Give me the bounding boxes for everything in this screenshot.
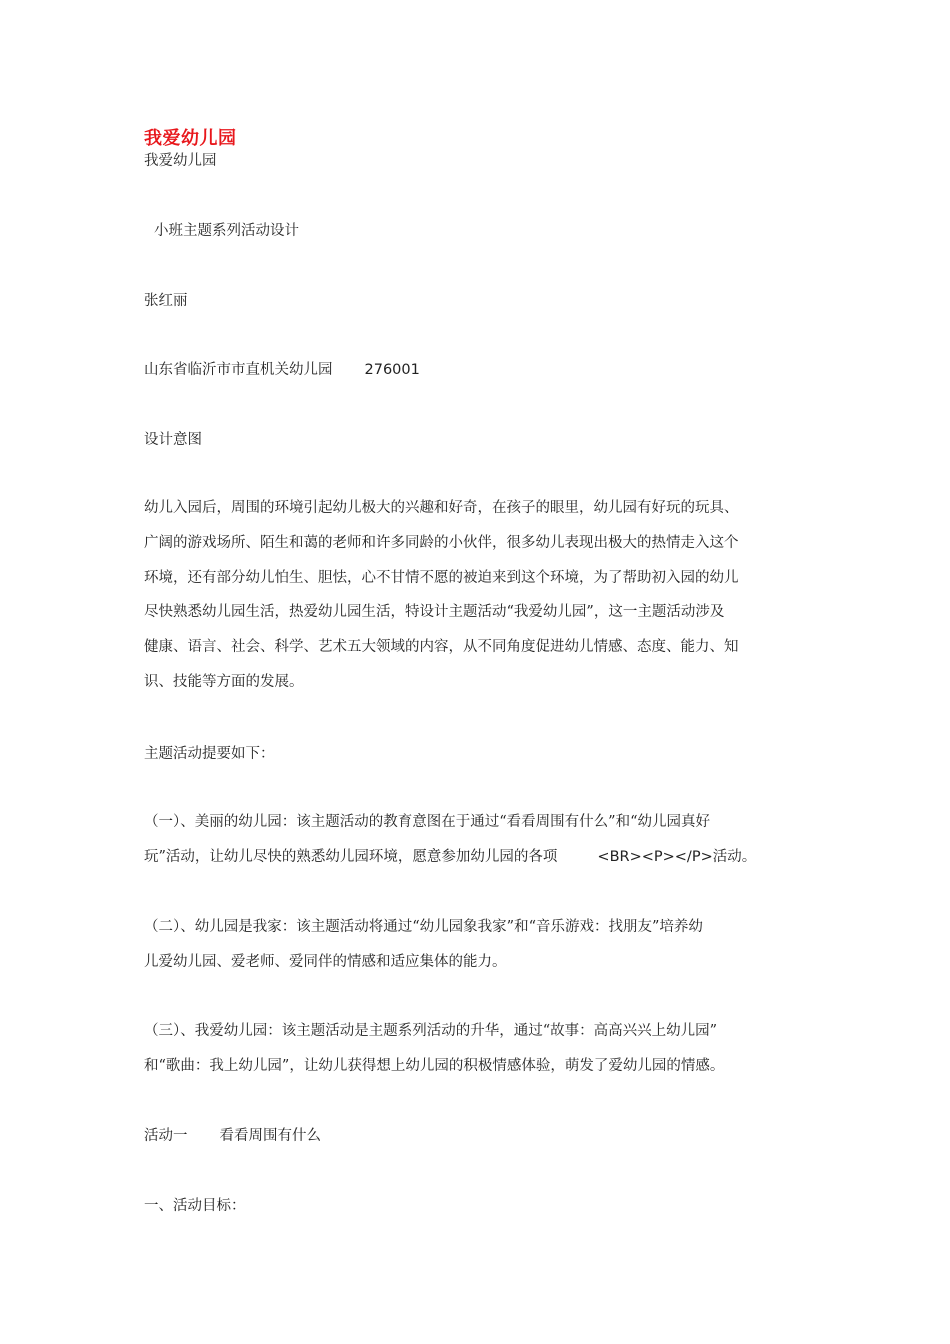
theme-item-line (144, 840, 809, 875)
author: 张红丽 (144, 293, 188, 309)
activity-name: 看看周围有什么 (219, 1128, 321, 1144)
subtitle: 我爱幼儿园 (144, 153, 217, 169)
intro-line: 广阔的游戏场所、陌生和蔼的老师和许多同龄的小伙伴，很多幼儿表现出极大的热情走入这个 (144, 534, 739, 551)
intro-line: 环境，还有部分幼儿怕生、胆怯，心不甘情不愿的被迫来到这个环境，为了帮助初入园的幼儿 (144, 569, 739, 586)
theme-item-line: （三）、我爱幼儿园：该主题活动是主题系列活动的升华，通过“故事：高高兴兴上幼儿园” (144, 1023, 718, 1039)
summary-heading: 主题活动提要如下： (144, 746, 275, 762)
postcode: 276001 (364, 362, 420, 378)
organization-line (144, 360, 420, 380)
goal-heading: 一、活动目标： (144, 1198, 246, 1214)
activity-label: 活动一 (144, 1128, 188, 1144)
section-heading-design: 设计意图 (144, 432, 202, 448)
intro-paragraph (144, 491, 809, 700)
intro-line: 识、技能等方面的发展。 (144, 673, 304, 690)
series-title: 小班主题系列活动设计 (154, 223, 299, 239)
intro-line: 健康、语言、社会、科学、艺术五大领域的内容，从不同角度促进幼儿情感、态度、能力、知 (144, 639, 739, 656)
organization: 山东省临沂市市直机关幼儿园 (144, 362, 333, 378)
intro-line: 幼儿入园后，周围的环境引起幼儿极大的兴趣和好奇，在孩子的眼里，幼儿园有好玩的玩具、 (144, 500, 739, 516)
intro-line: 尽快熟悉幼儿园生活，热爱幼儿园生活，特设计主题活动“我爱幼儿园”，这一主题活动涉及 (144, 604, 725, 621)
theme-item-line: （二）、幼儿园是我家：该主题活动将通过“幼儿园象我家”和“音乐游戏：找朋友”培养幼 (144, 919, 703, 935)
theme-item-text: 玩”活动，让幼儿尽快的熟悉幼儿园环境，愿意参加幼儿园的各项 (144, 848, 558, 865)
document-title: 我爱幼儿园 (144, 128, 237, 149)
theme-item-tail: 活动。 (712, 848, 757, 865)
activity-heading (144, 1126, 321, 1146)
theme-item-line: 和“歌曲：我上幼儿园”，让幼儿获得想上幼儿园的积极情感体验，萌发了爱幼儿园的情感。 (144, 1057, 725, 1074)
theme-item-2 (144, 910, 809, 980)
html-code-fragment: <BR><P></P> (597, 848, 713, 865)
theme-item-1 (144, 805, 809, 875)
theme-item-line: 儿爱幼儿园、爱老师、爱同伴的情感和适应集体的能力。 (144, 953, 507, 970)
theme-item-line: （一）、美丽的幼儿园：该主题活动的教育意图在于通过“看看周围有什么”和“幼儿园真好 (144, 814, 710, 830)
theme-item-3 (144, 1014, 809, 1084)
